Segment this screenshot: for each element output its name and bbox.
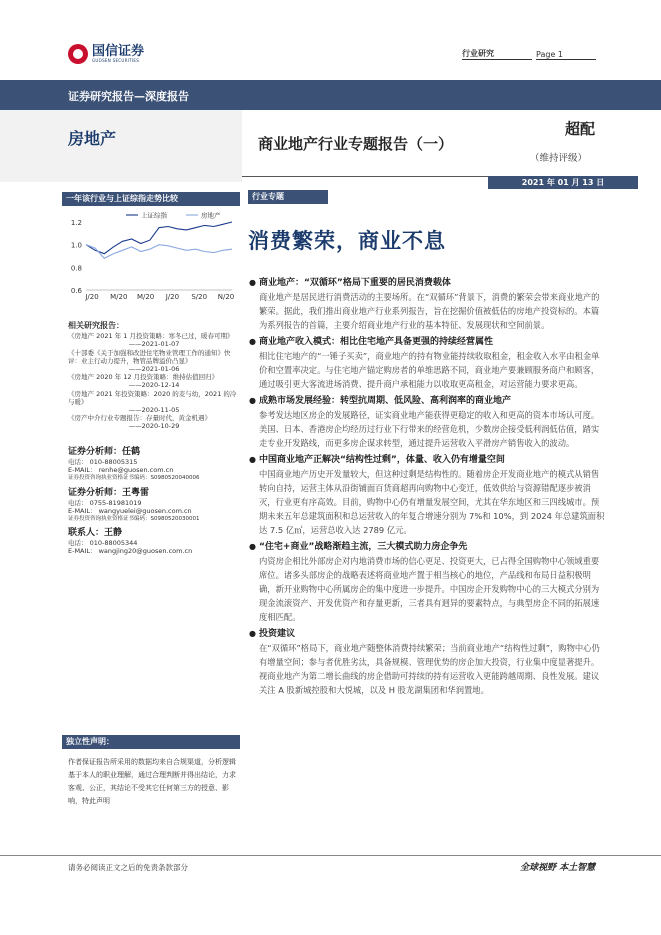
related-title: 相关研究报告：	[68, 321, 124, 330]
bullet-text: 商业地产是居民进行消费活动的主要场所。在“双循环”背景下，消费的繁荣会带来商业地产的繁荣。据此，我们推出商业地产行业系列报告，旨在挖掘价值被低估的房地产投资标的。本篇为系列报告的首篇，主要介绍商业地产行业的基本特征、发展现状和空间前景。	[259, 292, 600, 330]
bullet-text: 在“双循环”格局下，商业地产随整体消费持续繁荣；当前商业地产“结构性过剩”，购物中心仍有增量空间；参与者优胜劣汰，具备规模、管理优势的房企加大投资，行业集中度显著提升。视商业地产为第二增长曲线的房企借助可持续的持有运营收入更能跨越周期、良性发展。建议关注 A 股新城控股和大悦城，以及 H 股龙湖集团和华润置地。	[259, 643, 600, 695]
x-tick-label: N/20	[217, 293, 235, 301]
footer-slogan: 全球视野 本土智慧	[520, 863, 596, 873]
bullet-heading: ● 成熟市场发展经验：转型抗周期、低风险、高利润率的商业地产	[249, 394, 607, 408]
bullet-section	[249, 394, 607, 450]
related-report-item: ——2021-01-06	[128, 365, 180, 374]
analyst-phone: 电话： 010-88005315	[68, 458, 138, 466]
x-tick-label: J/20	[85, 293, 99, 301]
analyst-name: 王粤雷	[122, 487, 150, 498]
legend-label: 房地产	[201, 211, 221, 220]
bullet-section	[249, 627, 607, 697]
brand-logo	[68, 42, 188, 66]
trend-chart	[62, 208, 240, 308]
divider	[242, 176, 488, 177]
logo-icon	[68, 44, 88, 64]
analyst-header	[68, 527, 240, 539]
related-report-item: 《房地产 2021 年投资策略：2020 的麦与幼，2021 的冷与暖》	[68, 389, 237, 406]
analyst-header	[68, 487, 240, 499]
footer-divider	[0, 855, 661, 856]
analyst-block	[68, 527, 240, 555]
related-report-item: 《房地产 2020 年 12 月投资策略：维持估值回归》	[68, 373, 219, 382]
chart-title: 一年该行业与上证综指走势比较	[62, 192, 240, 206]
bullet-section	[249, 540, 607, 624]
bullet-heading: ● “住宅+商业”战略渐趋主流，三大模式助力房企争先	[249, 540, 607, 554]
independence-title: 独立性声明：	[62, 735, 240, 749]
section-tag: 行业专题	[248, 190, 328, 204]
main-title: 消费繁荣，商业不息	[248, 229, 446, 253]
legend-label: 上证综指	[141, 211, 167, 220]
bullet-list	[249, 276, 607, 700]
bullet-heading: ● 商业地产：“双循环”格局下重要的居民消费载体	[249, 276, 607, 290]
brand-sub: GUOSEN SECURITIES	[92, 58, 140, 63]
bullet-section	[249, 453, 607, 537]
series-line-0	[86, 222, 232, 254]
related-report-item: 《房地产 2021 年 1 月投资策略：寒冬已过，暖春可期》	[68, 332, 234, 341]
report-type-bar	[0, 80, 661, 110]
analyst-cert: 证券投资咨询执业资格证书编码：S0980520030001	[68, 516, 200, 523]
bullet-text: 内资房企相比外部房企对内地消费市场的信心更足、投资更大，已占得全国购物中心领域重要席位。诸多头部房企的战略表述将商业地产置于相当核心的地位，产品线和布局日益积极明确，新开业购物中心所属房企的集中度进一步提升。中国房企开发购物中心的三大模式分别为现金流滚资产、开发优资产和存量更新，三者具有迥异的要素特点，与典型房企不同的拓展速度相匹配。	[259, 556, 600, 622]
x-tick-label: S/20	[191, 293, 208, 301]
bullet-heading: ● 中国商业地产正解决“结构性过剩”，体量、收入仍有增量空间	[249, 453, 607, 467]
bullet-text: 参考发达地区房企的发展路径，证实商业地产能获得更稳定的收入和更高的资本市场认可度。美国、日本、香港房企均经历过行业下行带来的经营危机，少数房企接受低利润低估值，踏实走专业开发路线，而更多房企谋求转型，通过提升运营收入平滑房产销售收入的波动。	[259, 410, 600, 448]
analyst-email[interactable]: E-MAIL： renhe@guosen.com.cn	[68, 466, 174, 475]
analyst-cert: 证券投资咨询执业资格证书编码：S0980520040006	[68, 475, 200, 482]
x-tick-label: M/20	[110, 293, 128, 301]
y-tick-label: 1.0	[70, 241, 82, 250]
related-reports	[68, 322, 240, 431]
analysts	[68, 446, 240, 560]
header-page-text: Page 1	[536, 50, 563, 59]
analyst-name: 任鹤	[122, 447, 141, 457]
analyst-header	[68, 446, 240, 458]
analyst-block	[68, 487, 240, 524]
header-category-text: 行业研究	[462, 49, 494, 58]
analyst-email[interactable]: E-MAIL： wangyuelei@guosen.com.cn	[68, 506, 192, 515]
analyst-email[interactable]: E-MAIL： wangjing20@guosen.com.cn	[68, 547, 193, 556]
analyst-phone: 电话： 0755-81981019	[68, 498, 142, 507]
rating-note: （维持评级）	[530, 153, 588, 164]
independence-text: 作者保证报告所采用的数据均来自合规渠道，分析逻辑基于本人的职业理解，通过合理判断并得出结论，力求客观、公正，其结论不受其它任何第三方的授意、影响，特此声明	[68, 758, 236, 805]
related-report-item: ——2020-10-29	[128, 422, 180, 431]
rating: 超配	[565, 120, 596, 138]
header-page	[536, 44, 596, 60]
y-tick-label: 0.8	[70, 264, 82, 273]
analyst-block	[68, 446, 240, 483]
bullet-text: 中国商业地产历史开发量较大，但这种过剩是结构性的。随着房企开发商业地产的模式从销售转向自持，运营主体从沿街铺面百货商超再向购物中心变迁，低效供给与资源错配逐步被消灭，行业更有序高效。目前，购物中心仍有增量发展空间，尤其在华东地区和三四线城市。预期未来五年总建筑面积和总运营收入的年复合增速分别为 7%和 10%，到 2024 年总建筑面积达 7.5 亿㎡，运营总收入达 2789 亿元。	[259, 469, 605, 535]
report-date: 2021 年 01 月 13 日	[488, 176, 638, 189]
bullet-text: 相比住宅地产的“一锤子买卖”，商业地产的持有物业能持续收取租金，租金收入水平由租金单价和空置率决定。与住宅地产锚定购房者的单维思路不同，商业地产要兼顾服务商户和顾客，通过吸引更大客流进场消费、提升商户承租能力以收取更高租金，对运营能力要求更高。	[259, 351, 600, 389]
analyst-role: 证券分析师：	[68, 447, 123, 457]
related-report-item: 《十部委《关于加强和改进住宅物业管理工作的通知》快评：业主行动力提升，物管品牌溢价凸显》	[68, 348, 231, 365]
analyst-role: 联系人：	[68, 528, 105, 539]
analyst-role: 证券分析师：	[68, 487, 123, 498]
bullet-section	[249, 276, 607, 332]
x-tick-label: M/20	[136, 293, 155, 301]
related-report-item: ——2020-11-05	[128, 406, 180, 415]
bullet-section	[249, 335, 607, 391]
footer-disclaimer: 请务必阅读正文之后的免责条款部分	[68, 863, 188, 872]
industry-label: 房地产	[68, 129, 117, 148]
x-tick-label: J/20	[165, 293, 180, 301]
related-report-item: ——2021-01-07	[128, 340, 180, 349]
report-title: 商业地产行业专题报告（一）	[258, 135, 454, 153]
bullet-heading: ● 商业地产收入模式：相比住宅地产具备更强的持续经营属性	[249, 335, 607, 349]
y-tick-label: 1.2	[70, 219, 82, 227]
header-category	[462, 44, 532, 60]
related-report-item: 《房产中介行业专题报告：存量时代，黄金机遇》	[68, 414, 211, 423]
analyst-name: 王静	[104, 528, 123, 539]
bullet-heading: ● 投资建议	[249, 627, 607, 641]
analyst-phone: 电话： 010-88005344	[68, 539, 138, 548]
related-report-item: ——2020-12-14	[128, 381, 180, 390]
brand-name: 国信证券	[92, 44, 145, 59]
report-type: 证券研究报告—深度报告	[68, 90, 189, 103]
y-tick-label: 0.6	[70, 287, 82, 295]
